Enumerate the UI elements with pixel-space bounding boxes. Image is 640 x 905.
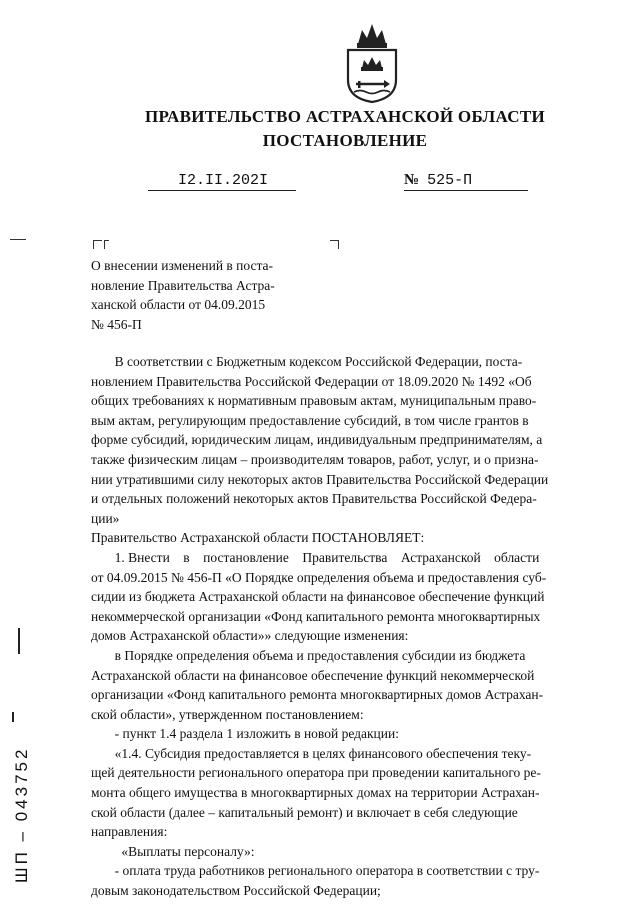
body-line: вым актам, регулирующим предоставление субсидий, в том числе грантов в xyxy=(91,412,529,428)
body-line: щей деятельности регионального оператора при проведении капитального ре- xyxy=(91,765,541,781)
subject-bracket-left xyxy=(93,240,102,249)
body-line: довым законодательством Российской Федерации; xyxy=(91,883,381,899)
body-line: общих требованиях к нормативным правовым актам, муниципальным право- xyxy=(91,393,537,409)
subject-line: новление Правительства Астра- xyxy=(91,277,275,293)
document-type: ПОСТАНОВЛЕНИЕ xyxy=(262,131,428,150)
date-underline xyxy=(148,190,296,191)
document-subject xyxy=(91,256,336,334)
serial-dash xyxy=(12,712,14,722)
body-line: монта общего имущества в многоквартирных домах на территории Астрахан- xyxy=(91,785,540,801)
body-line: некоммерческой организации «Фонд капитального ремонта многоквартирных xyxy=(91,608,541,624)
body-line: также физическим лицам – производителям товаров, работ, услуг, и о призна- xyxy=(91,451,539,467)
serial-number: ШП – 043752 xyxy=(12,746,31,884)
body-line: форме субсидий, юридическим лицам, индивидуальным предпринимателям, а xyxy=(91,432,543,448)
body-line: новлением Правительства Российской Федерации от 18.09.2020 № 1492 «Об xyxy=(91,373,532,389)
body-line: - оплата труда работников регионального оператора в соответствии с тру- xyxy=(91,863,540,879)
astrakhan-coat-of-arms-icon xyxy=(340,22,404,104)
body-line: 1. Внести в постановление Правительства Астраханской области xyxy=(91,549,540,565)
body-line: сидии из бюджета Астраханской области на финансовое обеспечение функций xyxy=(91,589,545,605)
number-value: 525-П xyxy=(427,172,473,189)
subject-bracket-left-inner xyxy=(104,240,109,249)
body-line: Астраханской области на финансовое обеспечение функций некоммерческой xyxy=(91,667,535,683)
body-line: Правительство Астраханской области ПОСТАНОВЛЯЕТ: xyxy=(91,530,425,546)
body-line: от 04.09.2015 № 456-П «О Порядке определения объема и предоставления суб- xyxy=(91,569,547,585)
subject-bracket-right xyxy=(330,240,339,249)
body-line: домов Астраханской области»» следующие изменения: xyxy=(91,628,409,644)
number-underline xyxy=(404,190,528,191)
government-title: ПРАВИТЕЛЬСТВО АСТРАХАНСКОЙ ОБЛАСТИ xyxy=(145,107,545,126)
body-line: ской области», утвержденном постановлением: xyxy=(91,706,364,722)
document-number xyxy=(404,172,472,189)
body-line: В соответствии с Бюджетным кодексом Российской Федерации, поста- xyxy=(91,354,523,369)
serial-mark xyxy=(18,628,20,654)
body-line: ской области (далее – капитальный ремонт) и включает в себя следующие xyxy=(91,804,518,820)
body-line: в Порядке определения объема и предоставления субсидии из бюджета xyxy=(91,647,526,663)
body-line: направления: xyxy=(91,824,168,840)
body-line: «1.4. Субсидия предоставляется в целях финансового обеспечения теку- xyxy=(91,745,532,761)
subject-line: № 456-П xyxy=(91,316,142,332)
body-line: «Выплаты персоналу»: xyxy=(91,843,255,859)
body-line: - пункт 1.4 раздела 1 изложить в новой редакции: xyxy=(91,726,399,742)
body-line: и отдельных положений некоторых актов Правительства Российской Федера- xyxy=(91,491,537,507)
number-sign: № xyxy=(404,172,420,188)
document-body xyxy=(91,352,613,901)
body-line: нии утратившими силу некоторых актов Правительства Российской Федерации xyxy=(91,471,549,487)
body-line: организации «Фонд капитального ремонта многоквартирных домов Астрахан- xyxy=(91,687,544,703)
subject-line: О внесении изменений в поста- xyxy=(91,258,274,273)
document-date: I2.II.202I xyxy=(178,172,269,189)
body-line: ции» xyxy=(91,510,120,526)
subject-line: ханской области от 04.09.2015 xyxy=(91,297,266,312)
fold-mark xyxy=(10,239,26,240)
